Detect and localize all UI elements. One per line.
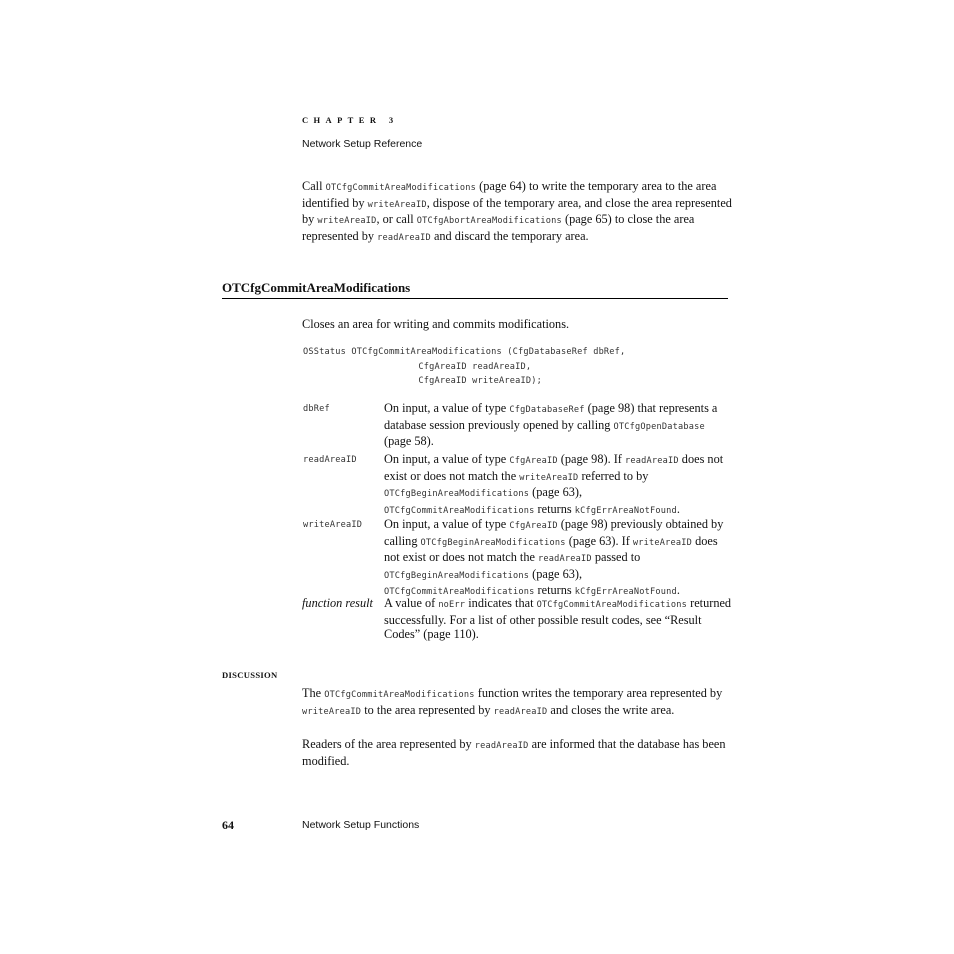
section-heading: OTCfgCommitAreaModifications: [222, 280, 411, 295]
discussion-label: DISCUSSION: [222, 670, 278, 680]
param-desc-function-result: A value of noErr indicates that OTCfgCommitAreaModifications returned successfully. For a list of other possible result codes, see “Result Codes” (page 110).: [384, 596, 732, 642]
footer-section-title: Network Setup Functions: [302, 819, 420, 831]
running-header: Network Setup Reference: [302, 138, 423, 150]
param-desc-readareaid: On input, a value of type CfgAreaID (page 98). If readAreaID does not exist or does not match the writeAreaID referred to by OTCfgBeginAreaModifications (page 63), OTCfgCommitAreaModifications returns kCfgErrAreaNotFound.: [384, 452, 724, 516]
param-desc-writeareaid: On input, a value of type CfgAreaID (page 98) previously obtained by calling OTCfgBeginAreaModifications (page 63). If writeAreaID does not exist or does not match the readAreaID passed to OTCfgBeginAreaModifications (page 63), OTCfgCommitAreaModifications returns kCfgErrAreaNotFound.: [384, 517, 724, 598]
function-prototype: [303, 345, 625, 389]
prototype-line: CfgAreaID readAreaID,: [370, 361, 532, 372]
prototype-line: CfgAreaID writeAreaID);: [370, 376, 542, 387]
code-ref: writeAreaID: [367, 199, 427, 210]
discussion-paragraph: The OTCfgCommitAreaModifications function writes the temporary area represented by writeAreaID to the area represented by readAreaID and closes the write area.: [302, 686, 723, 717]
page-number: 64: [222, 818, 234, 832]
discussion-paragraph-2: Readers of the area represented by readAreaID are informed that the database has been modified.: [302, 737, 726, 768]
code-ref: OTCfgCommitAreaModifications: [325, 183, 477, 193]
heading-rule: [222, 298, 728, 299]
chapter-label: CHAPTER 3: [302, 115, 399, 125]
param-name-dbref: dbRef: [303, 404, 330, 414]
function-summary: Closes an area for writing and commits modifications.: [302, 317, 570, 331]
code-ref: readAreaID: [377, 232, 431, 243]
param-name-writeareaid: writeAreaID: [303, 520, 363, 530]
param-name-readareaid: readAreaID: [303, 455, 357, 465]
param-name-function-result: function result: [302, 596, 373, 610]
param-desc-dbref: On input, a value of type CfgDatabaseRef (page 98) that represents a database session previously opened by calling OTCfgOpenDatabase (page 58).: [384, 401, 718, 449]
code-ref: writeAreaID: [317, 216, 377, 227]
code-ref: OTCfgAbortAreaModifications: [416, 216, 562, 227]
prototype-line: OSStatus OTCfgCommitAreaModifications (CfgDatabaseRef dbRef,: [303, 347, 626, 357]
intro-paragraph: Call OTCfgCommitAreaModifications (page 64) to write the temporary area to the area identified by writeAreaID, dispose of the temporary area, and close the area represented by writeAreaID, or call OTCfgAbortAreaModifications (page 65) to close the area represented by readAreaID and discard the temporary area.: [302, 179, 732, 243]
